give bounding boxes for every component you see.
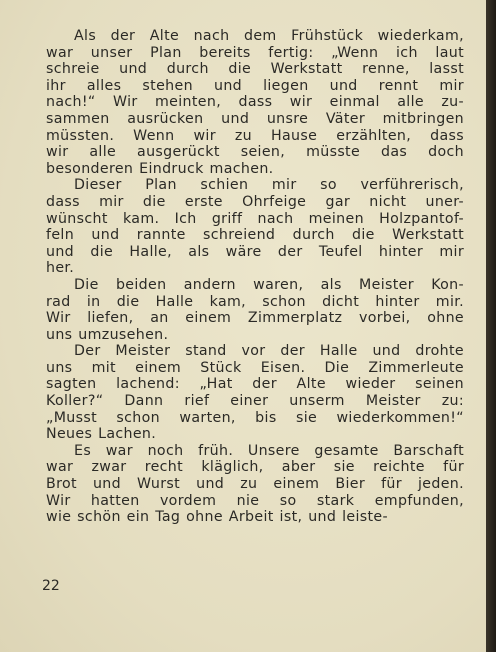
body-text — [46, 28, 464, 526]
text-line: uns umzusehen. — [46, 326, 169, 343]
text-line: Neues Lachen. — [46, 426, 157, 443]
text-line: war unser Plan bereits fertig: „Wenn ich laut — [46, 44, 464, 61]
text-line: feln und rannte schreiend durch die Werkstatt — [46, 227, 464, 244]
text-line: Koller?“ Dann rief einer unserm Meister zu: — [46, 393, 464, 410]
text-line: sammen ausrücken und unsre Väter mitbringen — [46, 110, 464, 127]
text-line: war zwar recht kläglich, aber sie reichte für — [46, 459, 464, 476]
text-line: müssten. Wenn wir zu Hause erzählten, dass — [46, 127, 464, 144]
text-line: Brot und Wurst und zu einem Bier für jeden. — [46, 476, 464, 493]
text-line: Die beiden andern waren, als Meister Kon- — [74, 276, 464, 293]
text-line: „Musst schon warten, bis sie wiederkommen!“ — [46, 409, 464, 426]
text-line: dass mir die erste Ohrfeige gar nicht uner- — [46, 193, 464, 210]
text-line: Dieser Plan schien mir so verführerisch, — [74, 177, 464, 194]
text-line: sagten lachend: „Hat der Alte wieder seinen — [46, 376, 464, 393]
text-line: ihr alles stehen und liegen und rennt mir — [46, 77, 464, 94]
text-line: wünscht kam. Ich griff nach meinen Holzpantof- — [46, 210, 464, 227]
text-line: uns mit einem Stück Eisen. Die Zimmerleute — [46, 359, 464, 376]
text-line: nach!“ Wir meinten, dass wir einmal alle zu- — [46, 94, 464, 111]
text-line: besonderen Eindruck machen. — [46, 160, 274, 177]
text-line: Es war noch früh. Unsere gesamte Barschaft — [74, 442, 464, 459]
text-line: her. — [46, 260, 75, 277]
text-line: Der Meister stand vor der Halle und drohte — [74, 343, 464, 360]
text-line: und die Halle, als wäre der Teufel hinter mir — [46, 243, 464, 260]
page-number: 22 — [42, 578, 60, 594]
text-line: schreie und durch die Werkstatt renne, lasst — [46, 61, 464, 78]
text-line: wie schön ein Tag ohne Arbeit ist, und leiste- — [46, 509, 388, 526]
text-line: rad in die Halle kam, schon dicht hinter mir. — [46, 293, 464, 310]
text-line: Wir hatten vordem nie so stark empfunden, — [46, 492, 464, 509]
text-line: wir alle ausgerückt seien, müsste das doch — [46, 144, 464, 161]
text-line: Wir liefen, an einem Zimmerplatz vorbei, ohne — [46, 310, 464, 327]
text-line: Als der Alte nach dem Frühstück wiederkam, — [74, 28, 464, 44]
page-edge-shadow — [486, 0, 496, 652]
